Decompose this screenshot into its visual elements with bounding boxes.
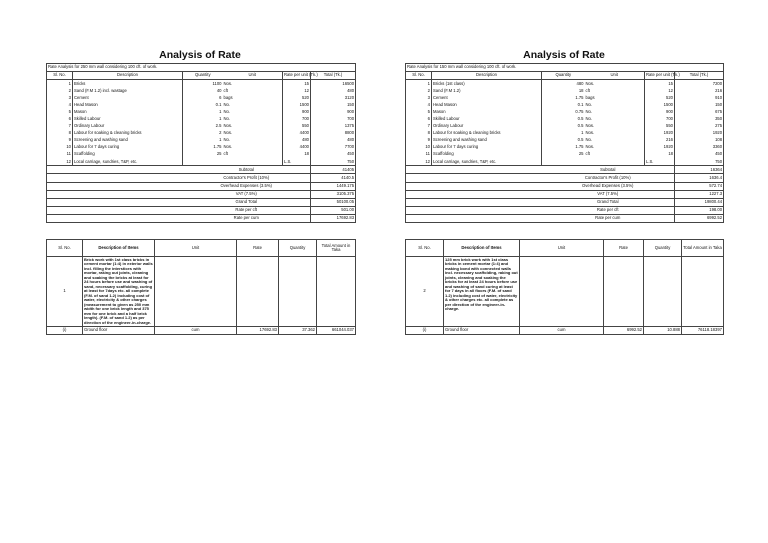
table-row	[47, 116, 356, 123]
row-total: 1920	[675, 130, 724, 137]
table-row	[47, 151, 356, 158]
table-row	[406, 94, 724, 101]
item-column-header: Quantity	[279, 240, 317, 257]
summary-row	[406, 182, 724, 190]
column-header: Rate per unit (Tk.)	[645, 72, 675, 80]
column-header: Total (Tk.)	[675, 72, 724, 80]
row-sl: 1	[47, 80, 73, 88]
item-sub-sl: (i)	[47, 327, 83, 335]
row-rate: 18	[645, 151, 675, 158]
table-row	[47, 87, 356, 94]
row-total: 450	[311, 151, 356, 158]
row-total: 1375	[311, 123, 356, 130]
row-description: Labour for 7 days curing	[432, 144, 542, 151]
row-unit: cft	[585, 87, 645, 94]
row-description: Labour for soaking & cleaning bricks	[432, 130, 542, 137]
caption-row	[47, 64, 356, 72]
row-total: 700	[311, 116, 356, 123]
item-quantity: 10.888	[644, 327, 682, 335]
row-total: 108	[675, 137, 724, 144]
row-total: 275	[675, 123, 724, 130]
item-column-header: Unit	[155, 240, 237, 257]
table-row	[406, 130, 724, 137]
summary-row	[47, 182, 356, 190]
table-row	[47, 123, 356, 130]
row-sl: 7	[47, 123, 73, 130]
row-description: Local carriage, sundries, T&P, etc.	[432, 158, 542, 166]
row-rate: L.S.	[645, 158, 675, 166]
row-description: Mason	[73, 109, 183, 116]
item-rate: 6992.52	[604, 327, 644, 335]
item-column-header: Sl. No.	[406, 240, 444, 257]
item-sub-row	[406, 327, 724, 335]
summary-row	[406, 166, 724, 174]
summary-row	[406, 206, 724, 214]
item-sub-sl: (i)	[406, 327, 444, 335]
row-total: 450	[675, 151, 724, 158]
summary-label: Contractor's Profit (10%)	[183, 174, 311, 182]
item-unit: cum	[155, 327, 237, 335]
table-row	[406, 144, 724, 151]
row-description: Head Mason	[432, 101, 542, 108]
item-column-header: Total Amount in Taka	[682, 240, 724, 257]
row-description: Scaffolding	[73, 151, 183, 158]
row-total: 3120	[311, 94, 356, 101]
column-header: Quantity	[183, 72, 223, 80]
summary-value: 1449.175	[311, 182, 356, 190]
summary-label: Rate per cum	[542, 214, 675, 222]
row-total: 750	[311, 158, 356, 166]
row-unit	[585, 158, 645, 166]
row-description: Screening and washing sand	[432, 137, 542, 144]
row-unit: No.	[585, 137, 645, 144]
row-description: Sand (F.M 1.2) incl. wastage	[73, 87, 183, 94]
row-rate: 4400	[283, 130, 311, 137]
column-header: Rate per unit (Tk.)	[283, 72, 311, 80]
summary-row	[47, 166, 356, 174]
row-unit: No.	[223, 116, 283, 123]
row-total: 150	[675, 101, 724, 108]
row-quantity: 2	[219, 130, 222, 136]
table-row	[406, 137, 724, 144]
row-unit: cft	[223, 151, 283, 158]
summary-label: Overhead Expenses (3.5%)	[183, 182, 311, 190]
item-description-row	[406, 257, 724, 327]
item-description-row	[47, 257, 356, 327]
row-quantity	[183, 158, 223, 166]
table-row	[47, 158, 356, 166]
row-rate: 15	[283, 80, 311, 88]
table-row	[406, 80, 724, 88]
row-sl: 9	[406, 137, 432, 144]
table-row	[47, 94, 356, 101]
row-rate: L.S.	[283, 158, 311, 166]
item-header-row	[406, 240, 724, 257]
row-unit: No.	[223, 101, 283, 108]
row-sl: 5	[406, 109, 432, 116]
summary-value: 41405	[311, 166, 356, 174]
row-sl: 5	[47, 109, 73, 116]
table-row	[406, 109, 724, 116]
row-quantity: 1	[219, 108, 222, 114]
summary-label: Rate per cum	[183, 214, 311, 222]
row-quantity: 480	[576, 80, 584, 86]
summary-value: 50100.05	[311, 198, 356, 206]
item-sub-row	[47, 327, 356, 335]
row-total: 350	[675, 116, 724, 123]
row-sl: 12	[47, 158, 73, 166]
row-total: 216	[675, 87, 724, 94]
item-total: 661044.037	[317, 327, 356, 335]
table-row	[47, 137, 356, 144]
row-sl: 6	[47, 116, 73, 123]
row-unit: No.	[585, 109, 645, 116]
row-rate: 216	[645, 137, 675, 144]
row-unit: Nos.	[223, 80, 283, 88]
right-rate-table	[405, 63, 724, 223]
row-description: Skilled Labour	[432, 116, 542, 123]
row-unit: Nos.	[223, 123, 283, 130]
row-total: 750	[675, 158, 724, 166]
row-sl: 9	[47, 137, 73, 144]
row-unit: bags	[223, 94, 283, 101]
item-column-header: Quantity	[644, 240, 682, 257]
row-rate: 900	[645, 109, 675, 116]
row-rate: 550	[645, 123, 675, 130]
item-column-header: Rate	[604, 240, 644, 257]
row-description: Cement	[73, 94, 183, 101]
row-description: Skilled Labour	[73, 116, 183, 123]
column-header: Sl. No.	[406, 72, 432, 80]
row-total: 8800	[311, 130, 356, 137]
summary-label: Subtotal	[183, 166, 311, 174]
table-row	[406, 116, 724, 123]
table-row	[47, 109, 356, 116]
summary-row	[406, 214, 724, 222]
row-rate: 520	[283, 94, 311, 101]
item-sub-description: Ground floor	[83, 327, 155, 335]
row-quantity: 0.5	[577, 137, 584, 143]
row-quantity: 1	[219, 137, 222, 143]
row-description: Ordinary Labour	[73, 123, 183, 130]
row-total: 480	[311, 87, 356, 94]
summary-row	[47, 206, 356, 214]
table-row	[406, 158, 724, 166]
row-unit: No.	[585, 116, 645, 123]
row-description: Sand (F.M 1.2)	[432, 87, 542, 94]
row-rate: 700	[283, 116, 311, 123]
row-quantity: 1.75	[213, 144, 222, 150]
column-header: Sl. No.	[47, 72, 73, 80]
table-row	[47, 101, 356, 108]
row-unit: cft	[585, 151, 645, 158]
row-description: Head Mason	[73, 101, 183, 108]
summary-label: Grand Total	[183, 198, 311, 206]
row-unit	[223, 158, 283, 166]
row-unit: Nos.	[223, 144, 283, 151]
row-rate: 18	[283, 151, 311, 158]
table-caption: Rate Analysis for 150 mm wall considering 100 cft. of work.	[406, 64, 724, 72]
row-description: Local carriage, sundries, T&P, etc.	[73, 158, 183, 166]
summary-row	[406, 190, 724, 198]
left-rate-table	[46, 63, 356, 223]
row-sl: 6	[406, 116, 432, 123]
table-row	[47, 130, 356, 137]
item-unit: cum	[520, 327, 604, 335]
row-rate: 1500	[645, 101, 675, 108]
row-sl: 8	[406, 130, 432, 137]
row-unit: Nos.	[585, 130, 645, 137]
summary-row	[406, 198, 724, 206]
row-unit: No.	[223, 137, 283, 144]
row-sl: 3	[47, 94, 73, 101]
row-sl: 10	[47, 144, 73, 151]
row-quantity: 1.75	[575, 94, 584, 100]
row-sl: 4	[406, 101, 432, 108]
summary-label: Contractor's Profit (10%)	[542, 174, 675, 182]
table-row	[406, 123, 724, 130]
row-sl: 2	[47, 87, 73, 94]
row-quantity: 1.75	[575, 144, 584, 150]
summary-label: VAT (7.5%)	[183, 190, 311, 198]
row-unit: bags	[585, 94, 645, 101]
row-description: Labour for 7 days curing	[73, 144, 183, 151]
summary-row	[47, 174, 356, 182]
row-total: 900	[311, 109, 356, 116]
summary-label: VAT (7.5%)	[542, 190, 675, 198]
row-sl: 11	[406, 151, 432, 158]
row-rate: 1920	[645, 130, 675, 137]
item-rate: 17692.83	[237, 327, 279, 335]
summary-value: 19800.44	[675, 198, 724, 206]
header-row	[406, 72, 724, 80]
item-column-header: Sl. No.	[47, 240, 83, 257]
row-quantity: 0.75	[575, 108, 584, 114]
row-sl: 10	[406, 144, 432, 151]
item-sub-description: Ground floor	[444, 327, 520, 335]
row-quantity: 1	[581, 130, 584, 136]
item-quantity: 37.362	[279, 327, 317, 335]
table-row	[47, 144, 356, 151]
item-description: Brick work with 1st class bricks in cement mortar (1:4) in exterior walls incl. filling the interstices with mortar, raking out joints, cleaning and soaking the bricks at least for 24 hours before use and washing of sand, necessary scaffolding, curing at least for 7days etc. all complete (F.M. of sand 1.2) including cost of water, electricity & other charges (measurement to given as 250 mm width for one brick length and 375 mm for one brick and a half brick length). (F.M. of sand 1.2) as per direction of the engineer-in-charge.	[84, 257, 153, 325]
row-total: 910	[675, 94, 724, 101]
table-row	[47, 80, 356, 88]
row-sl: 8	[47, 130, 73, 137]
row-quantity: 1100	[212, 80, 222, 86]
row-sl: 4	[47, 101, 73, 108]
item-sl: 1	[47, 257, 83, 327]
item-total: 76118.18397	[682, 327, 724, 335]
summary-value: 572.74	[675, 182, 724, 190]
item-description: 125 mm brick work with 1st class bricks in cement mortar (1:4) and making bond with connected walls incl. necessary scaffolding, raking out joints, cleaning and soaking the bricks for at least 24 hours before use and washing of sand curing at least for 7 days in all floors (F.M. of sand 1.2) including cost of water, electricity & other charges etc. all complete as per direction of the engineer-in-charge.	[444, 257, 520, 327]
item-column-header: Description of Items	[444, 240, 520, 257]
row-quantity: 6	[219, 94, 222, 100]
column-header: Description	[432, 72, 542, 80]
summary-value: 198.00	[675, 206, 724, 214]
row-total: 16500	[311, 80, 356, 88]
row-quantity: 0.5	[577, 116, 584, 121]
row-total: 480	[311, 137, 356, 144]
row-sl: 3	[406, 94, 432, 101]
row-rate: 550	[283, 123, 311, 130]
table-caption: Rate Analysis for 250 mm wall considering 100 cft. of work.	[47, 64, 356, 72]
summary-value: 4140.5	[311, 174, 356, 182]
item-header-row	[47, 240, 356, 257]
row-rate: 520	[645, 94, 675, 101]
row-quantity: 0.1	[215, 101, 222, 107]
summary-value: 16364	[675, 166, 724, 174]
summary-value: 17692.83	[311, 214, 356, 222]
summary-value: 3105.375	[311, 190, 356, 198]
table-row	[406, 151, 724, 158]
row-sl: 7	[406, 123, 432, 130]
row-unit: Nos.	[585, 80, 645, 88]
row-description: Bricks (1st class)	[432, 80, 542, 88]
row-sl: 2	[406, 87, 432, 94]
item-sl: 2	[406, 257, 444, 327]
right-item-table	[405, 239, 724, 335]
column-header: Total (Tk.)	[311, 72, 356, 80]
row-rate: 4400	[283, 144, 311, 151]
column-header: Description	[73, 72, 183, 80]
row-total: 3360	[675, 144, 724, 151]
row-quantity: 18	[578, 87, 584, 93]
summary-value: 501.00	[311, 206, 356, 214]
row-quantity: 25	[216, 151, 222, 157]
item-column-header: Rate	[237, 240, 279, 257]
row-quantity: 40	[216, 87, 222, 93]
summary-value: 6992.52	[675, 214, 724, 222]
right-title: Analysis of Rate	[523, 49, 605, 61]
row-quantity: 0.5	[577, 123, 584, 129]
column-header: Unit	[585, 72, 645, 80]
summary-value: 1636.4	[675, 174, 724, 182]
row-quantity: 0.1	[577, 101, 584, 107]
row-unit: No.	[585, 101, 645, 108]
summary-label: Grand Total	[542, 198, 675, 206]
summary-row	[47, 190, 356, 198]
summary-row	[47, 198, 356, 206]
row-unit: No.	[223, 109, 283, 116]
row-rate: 900	[283, 109, 311, 116]
row-rate: 700	[645, 116, 675, 123]
row-sl: 1	[406, 80, 432, 88]
summary-row	[406, 174, 724, 182]
row-total: 7200	[675, 80, 724, 88]
item-column-header: Description of Items	[83, 240, 155, 257]
row-description: Mason	[432, 109, 542, 116]
row-description: Screening and washing sand	[73, 137, 183, 144]
left-title: Analysis of Rate	[159, 49, 241, 61]
row-rate: 1500	[283, 101, 311, 108]
row-description: Ordinary Labour	[432, 123, 542, 130]
row-description: Bricks	[73, 80, 183, 88]
table-row	[406, 87, 724, 94]
row-rate: 12	[283, 87, 311, 94]
row-quantity: 2.5	[215, 123, 222, 129]
row-quantity	[542, 158, 585, 166]
summary-label: Rate per cft	[183, 206, 311, 214]
header-row	[47, 72, 356, 80]
row-total: 150	[311, 101, 356, 108]
row-rate: 12	[645, 87, 675, 94]
row-unit: cft	[223, 87, 283, 94]
item-column-header: Total Amount in Taka	[317, 240, 356, 257]
summary-value: 1227.3	[675, 190, 724, 198]
row-quantity: 1	[219, 116, 222, 121]
caption-row	[406, 64, 724, 72]
row-rate: 1920	[645, 144, 675, 151]
table-row	[406, 101, 724, 108]
row-unit: Nos.	[585, 144, 645, 151]
row-description: Labour for soaking & cleaning bricks	[73, 130, 183, 137]
row-description: Cement	[432, 94, 542, 101]
row-rate: 480	[283, 137, 311, 144]
row-sl: 11	[47, 151, 73, 158]
summary-label: Overhead Expenses (3.5%)	[542, 182, 675, 190]
row-unit: Nos.	[223, 130, 283, 137]
column-header: Unit	[223, 72, 283, 80]
row-total: 7700	[311, 144, 356, 151]
row-quantity: 25	[578, 151, 584, 157]
left-item-table	[46, 239, 356, 335]
row-sl: 12	[406, 158, 432, 166]
summary-row	[47, 214, 356, 222]
row-description: Scaffolding	[432, 151, 542, 158]
row-total: 675	[675, 109, 724, 116]
summary-label: Rate per cft	[542, 206, 675, 214]
row-unit: Nos.	[585, 123, 645, 130]
column-header: Quantity	[542, 72, 585, 80]
summary-label: Subtotal	[542, 166, 675, 174]
item-column-header: Unit	[520, 240, 604, 257]
row-rate: 15	[645, 80, 675, 88]
